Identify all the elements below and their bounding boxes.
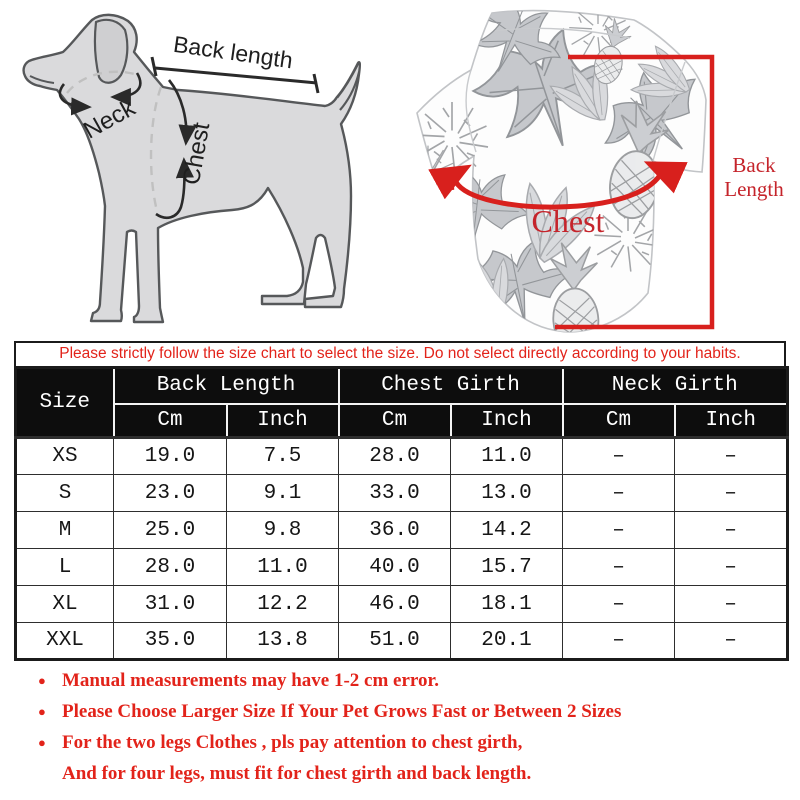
size-chart-warning-banner: Please strictly follow the size chart to select the size. Do not select directly according to your habits. bbox=[14, 341, 786, 366]
size-value: 25.0 bbox=[114, 512, 227, 549]
size-value: – bbox=[675, 549, 788, 586]
unit-header: Cm bbox=[563, 404, 675, 438]
size-value: 35.0 bbox=[114, 623, 227, 660]
size-value: – bbox=[675, 438, 788, 475]
size-label: XS bbox=[16, 438, 114, 475]
shirt-measurement-diagram bbox=[400, 0, 800, 340]
size-value: 28.0 bbox=[114, 549, 227, 586]
size-label: XXL bbox=[16, 623, 114, 660]
size-value: 7.5 bbox=[227, 438, 339, 475]
size-value: – bbox=[563, 549, 675, 586]
size-value: 12.2 bbox=[227, 586, 339, 623]
size-value: 11.0 bbox=[451, 438, 563, 475]
size-value: – bbox=[675, 512, 788, 549]
dog-chest-label: Chest bbox=[177, 120, 216, 187]
unit-header: Inch bbox=[227, 404, 339, 438]
size-row-m bbox=[16, 512, 788, 549]
size-value: – bbox=[675, 475, 788, 512]
note-item bbox=[38, 670, 778, 691]
size-value: 40.0 bbox=[339, 549, 451, 586]
shirt-back-length-label-line1: Back bbox=[732, 153, 776, 177]
note-text: For the two legs Clothes , pls pay attention to chest girth, bbox=[62, 732, 523, 753]
size-value: – bbox=[563, 623, 675, 660]
size-value: 31.0 bbox=[114, 586, 227, 623]
unit-header: Cm bbox=[339, 404, 451, 438]
size-value: 15.7 bbox=[451, 549, 563, 586]
size-corner-header: Size bbox=[16, 368, 114, 438]
size-label: S bbox=[16, 475, 114, 512]
size-row-s bbox=[16, 475, 788, 512]
size-label: M bbox=[16, 512, 114, 549]
size-value: 18.1 bbox=[451, 586, 563, 623]
size-value: 23.0 bbox=[114, 475, 227, 512]
size-value: 33.0 bbox=[339, 475, 451, 512]
size-row-xs bbox=[16, 438, 788, 475]
bullet-icon: ● bbox=[38, 735, 46, 750]
group-header-chest-girth: Chest Girth bbox=[339, 368, 563, 404]
size-table bbox=[14, 366, 789, 661]
size-value: – bbox=[563, 475, 675, 512]
shirt-back-length-label-line2: Length bbox=[724, 177, 784, 201]
size-value: 46.0 bbox=[339, 586, 451, 623]
group-header-back-length: Back Length bbox=[114, 368, 339, 404]
measurement-notes bbox=[38, 670, 778, 784]
unit-header: Inch bbox=[675, 404, 788, 438]
size-row-l bbox=[16, 549, 788, 586]
size-value: 20.1 bbox=[451, 623, 563, 660]
dog-measurement-diagram bbox=[0, 0, 400, 338]
size-value: – bbox=[675, 623, 788, 660]
note-continuation: And for four legs, must fit for chest girth and back length. bbox=[62, 763, 532, 784]
note-text: Manual measurements may have 1-2 cm error. bbox=[62, 670, 439, 691]
bullet-icon: ● bbox=[38, 704, 46, 719]
size-value: – bbox=[563, 586, 675, 623]
dog-neck-label: Neck bbox=[78, 94, 140, 145]
size-value: 51.0 bbox=[339, 623, 451, 660]
size-label: XL bbox=[16, 586, 114, 623]
note-text: Please Choose Larger Size If Your Pet Grows Fast or Between 2 Sizes bbox=[62, 701, 622, 722]
size-value: 28.0 bbox=[339, 438, 451, 475]
size-value: 14.2 bbox=[451, 512, 563, 549]
size-value: – bbox=[563, 512, 675, 549]
size-value: 13.0 bbox=[451, 475, 563, 512]
size-value: 13.8 bbox=[227, 623, 339, 660]
dog-back-length-label: Back length bbox=[171, 30, 295, 74]
size-chart-section bbox=[14, 341, 786, 661]
size-row-xxl bbox=[16, 623, 788, 660]
group-header-neck-girth: Neck Girth bbox=[563, 368, 788, 404]
size-value: – bbox=[563, 438, 675, 475]
size-value: 11.0 bbox=[227, 549, 339, 586]
bullet-icon: ● bbox=[38, 673, 46, 688]
size-value: 9.1 bbox=[227, 475, 339, 512]
note-item bbox=[38, 732, 778, 753]
size-label: L bbox=[16, 549, 114, 586]
note-item bbox=[38, 701, 778, 722]
size-value: 9.8 bbox=[227, 512, 339, 549]
size-value: 19.0 bbox=[114, 438, 227, 475]
size-row-xl bbox=[16, 586, 788, 623]
unit-header: Inch bbox=[451, 404, 563, 438]
unit-header: Cm bbox=[114, 404, 227, 438]
shirt-chest-label: Chest bbox=[531, 203, 605, 239]
size-value: – bbox=[675, 586, 788, 623]
size-value: 36.0 bbox=[339, 512, 451, 549]
